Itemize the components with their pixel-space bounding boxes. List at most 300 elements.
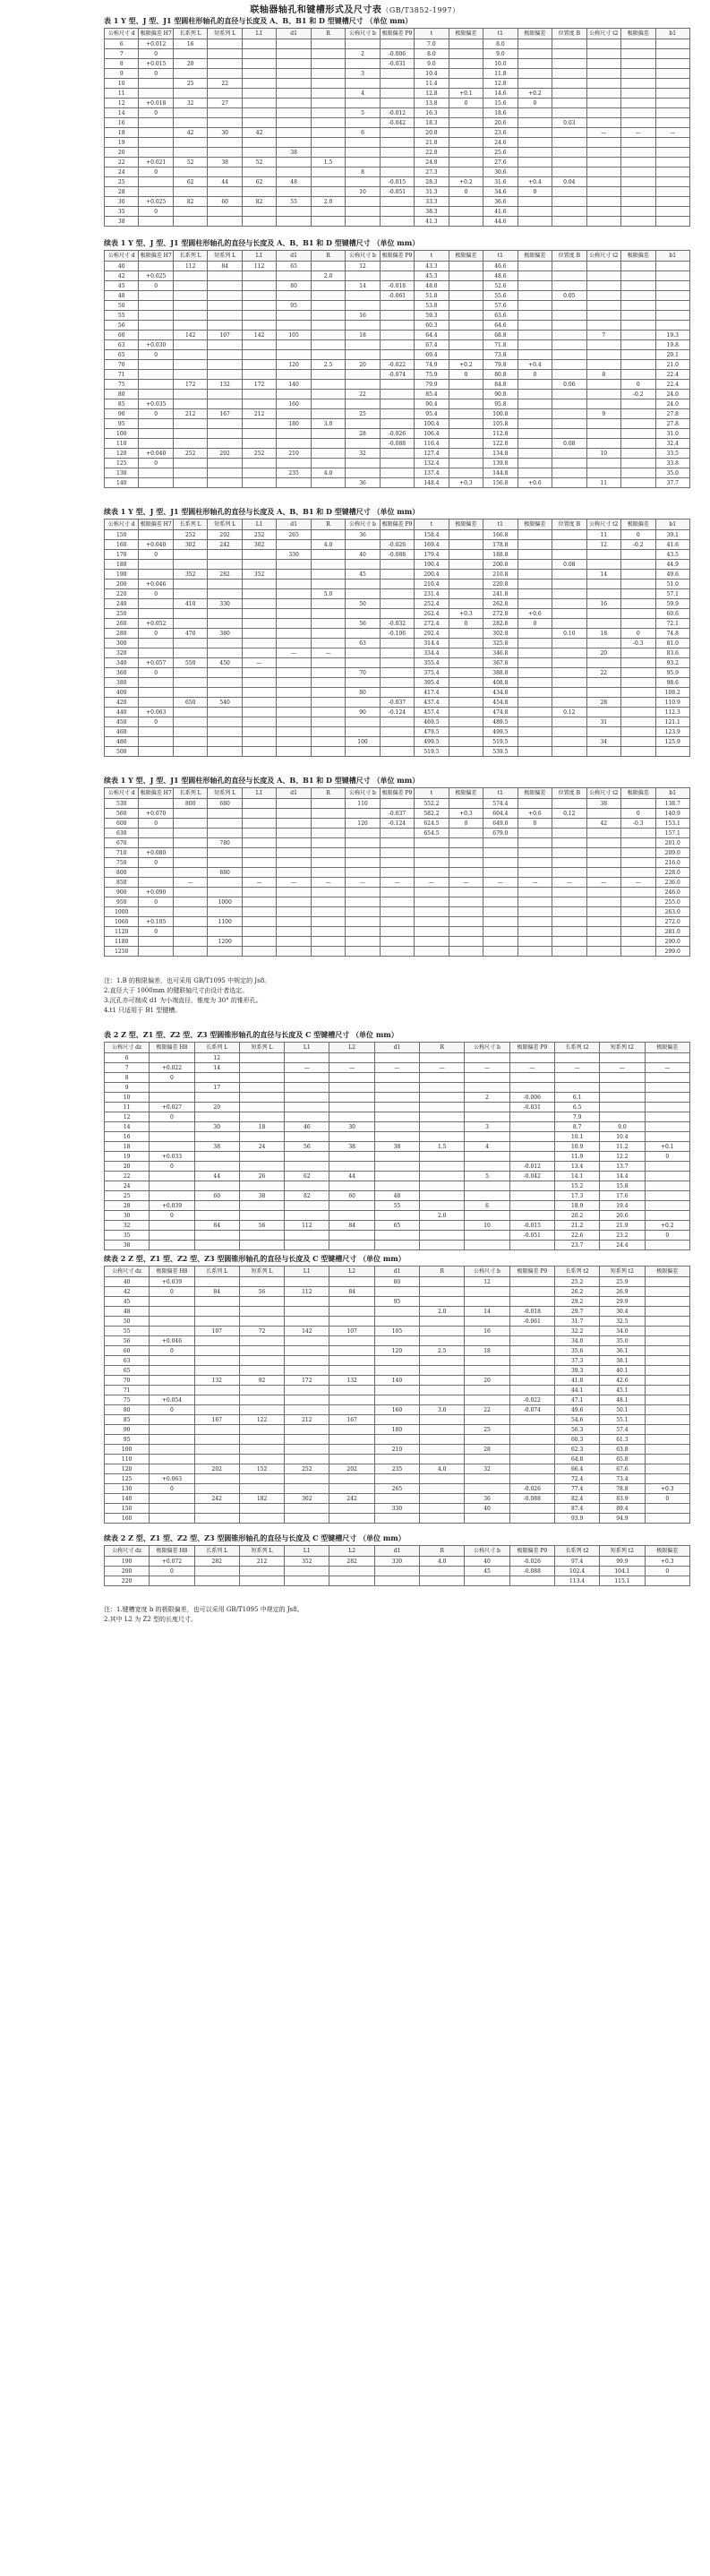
table-cell: [465, 1083, 509, 1093]
table-cell: [465, 1103, 509, 1112]
table-cell: 50: [346, 599, 380, 609]
table-cell: [139, 570, 173, 580]
table-cell: —: [621, 878, 655, 888]
table-cell: [139, 311, 173, 321]
table-cell: 107: [208, 331, 242, 340]
table-cell: 41.3: [415, 217, 449, 227]
table-cell: 93.2: [655, 658, 690, 668]
table-row: [105, 1415, 690, 1425]
table-cell: 16: [586, 599, 620, 609]
table-row: [105, 1317, 690, 1327]
table-cell: [285, 1241, 329, 1250]
table-cell: [139, 698, 173, 708]
table-cell: [552, 99, 586, 108]
table-cell: [420, 1395, 465, 1405]
table-cell: [552, 550, 586, 560]
table-cell: 33.3: [415, 197, 449, 207]
table-cell: 265: [374, 1484, 419, 1494]
table-row: [105, 937, 690, 947]
table-cell: 14.1: [554, 1172, 599, 1181]
table-row: [105, 1277, 690, 1287]
table-cell: [509, 1287, 554, 1297]
table-cell: [346, 39, 380, 49]
table-cell: [346, 609, 380, 619]
table-cell: -0.026: [380, 429, 414, 439]
table-row: [105, 69, 690, 79]
table-cell: [173, 291, 207, 301]
table-cell: 15.2: [554, 1181, 599, 1191]
table-cell: [552, 271, 586, 281]
table-cell: [509, 1455, 554, 1464]
table-cell: [285, 1474, 329, 1484]
table-cell: 69.4: [415, 350, 449, 360]
table-cell: [518, 530, 552, 540]
table-cell: 0.04: [552, 177, 586, 187]
table-cell: [194, 1474, 239, 1484]
table-cell: 0.06: [552, 380, 586, 390]
table-cell: [346, 59, 380, 69]
table-cell: [139, 360, 173, 370]
table-cell: 302: [242, 540, 276, 550]
table-cell: [139, 331, 173, 340]
table-cell: [311, 390, 345, 399]
table-cell: [449, 727, 483, 737]
table-cell: [449, 717, 483, 727]
table-cell: [311, 49, 345, 59]
table-cell: [346, 829, 380, 838]
table-cell: [311, 429, 345, 439]
table-cell: -0.3: [621, 819, 655, 829]
table-cell: [346, 380, 380, 390]
table-cell: [420, 1152, 465, 1162]
table-cell: [645, 1366, 689, 1376]
table-cell: [242, 897, 276, 907]
table-cell: [518, 262, 552, 271]
table-cell: 36: [346, 478, 380, 488]
table-cell: 70: [346, 668, 380, 678]
table-cell: [420, 1277, 465, 1287]
table-cell: 95: [105, 419, 139, 429]
table-cell: 144.8: [483, 468, 518, 478]
table-cell: [194, 1484, 239, 1494]
table-cell: [621, 658, 655, 668]
table-cell: 604.4: [483, 809, 518, 819]
table-cell: 179.4: [415, 550, 449, 560]
table-cell: [194, 1112, 239, 1122]
table-cell: [621, 747, 655, 757]
table-cell: [173, 829, 207, 838]
table-cell: 479.5: [415, 727, 449, 737]
table-cell: +0.054: [150, 1395, 194, 1405]
table-cell: [277, 629, 311, 639]
table-cell: 11: [586, 530, 620, 540]
table-cell: [242, 439, 276, 449]
table-cell: 7.0: [415, 39, 449, 49]
table-cell: [311, 108, 345, 118]
table-cell: 100.8: [483, 409, 518, 419]
table-cell: 105.8: [483, 419, 518, 429]
table-cell: [173, 737, 207, 747]
table-cell: 148.4: [415, 478, 449, 488]
table-cell: 100: [105, 429, 139, 439]
table-cell: [346, 540, 380, 550]
table-cell: 20.8: [415, 128, 449, 138]
table-cell: [449, 747, 483, 757]
table-cell: [465, 1162, 509, 1172]
table-cell: [552, 868, 586, 878]
table-cell: 950: [105, 897, 139, 907]
table-cell: 560: [105, 809, 139, 819]
table-cell: 40: [105, 262, 139, 271]
table-cell: [150, 1297, 194, 1307]
table-cell: [277, 619, 311, 629]
table-cell: 44: [208, 177, 242, 187]
table-cell: [242, 370, 276, 380]
table-cell: 0: [139, 69, 173, 79]
table-cell: [346, 580, 380, 589]
table-cell: [208, 281, 242, 291]
table-cell: [518, 570, 552, 580]
table-cell: [420, 1356, 465, 1366]
table-cell: [374, 1455, 419, 1464]
table-cell: 36: [465, 1494, 509, 1504]
table-cell: 330: [374, 1504, 419, 1514]
table-cell: 0: [449, 187, 483, 197]
table-cell: 11: [586, 478, 620, 488]
table-cell: 334.4: [415, 648, 449, 658]
table-cell: 480: [105, 737, 139, 747]
table-cell: [621, 619, 655, 629]
table-cell: [173, 708, 207, 717]
table-cell: [449, 888, 483, 897]
table-cell: [586, 217, 620, 227]
table-row: [105, 331, 690, 340]
table-cell: [518, 49, 552, 59]
table-cell: [645, 1241, 689, 1250]
table-row: [105, 1172, 690, 1181]
table-cell: [518, 947, 552, 957]
table-cell: [173, 217, 207, 227]
table-cell: [277, 917, 311, 927]
table-cell: 85: [105, 1415, 150, 1425]
column-header: 极限偏差: [645, 1546, 689, 1557]
table-cell: [655, 108, 690, 118]
table-cell: [449, 550, 483, 560]
table-cell: +0.012: [139, 39, 173, 49]
table-cell: [449, 39, 483, 49]
table-cell: [621, 340, 655, 350]
table-cell: [518, 331, 552, 340]
table-cell: [655, 177, 690, 187]
table-cell: 240: [105, 599, 139, 609]
table-cell: 35.0: [655, 468, 690, 478]
table-cell: 38: [374, 1142, 419, 1152]
table-cell: [208, 167, 242, 177]
table-section-3: [104, 507, 690, 757]
table-cell: [242, 799, 276, 809]
table-cell: 0.08: [552, 439, 586, 449]
table-cell: 0: [139, 629, 173, 639]
table-cell: 21.2: [554, 1221, 599, 1231]
table-cell: [311, 99, 345, 108]
table-cell: [208, 550, 242, 560]
table-cell: [150, 1366, 194, 1376]
table-cell: [621, 888, 655, 897]
table-cell: [208, 927, 242, 937]
table-cell: 750: [105, 858, 139, 868]
table-cell: 35.0: [600, 1336, 645, 1346]
table-cell: [329, 1083, 374, 1093]
table-cell: [645, 1211, 689, 1221]
table-cell: [552, 668, 586, 678]
table-cell: [518, 658, 552, 668]
table-cell: [518, 59, 552, 69]
table-row: [105, 128, 690, 138]
table-cell: [208, 49, 242, 59]
column-header: b1: [655, 251, 690, 262]
table-cell: [380, 639, 414, 648]
table-cell: 48.8: [415, 281, 449, 291]
table-cell: 19.3: [655, 331, 690, 340]
table-row: [105, 927, 690, 937]
table-cell: +0.027: [150, 1103, 194, 1112]
table-cell: [449, 207, 483, 217]
table-cell: [483, 888, 518, 897]
table-cell: [239, 1405, 284, 1415]
table-cell: [645, 1504, 689, 1514]
table-cell: [655, 321, 690, 331]
column-header: 公称尺寸 dz: [105, 1546, 150, 1557]
table-cell: [621, 439, 655, 449]
table-cell: 29.7: [554, 1307, 599, 1317]
table-cell: [621, 370, 655, 380]
table-cell: [621, 399, 655, 409]
table-cell: [242, 69, 276, 79]
table-cell: 125.9: [655, 737, 690, 747]
table-cell: [139, 799, 173, 809]
table-cell: [380, 530, 414, 540]
table-cell: 8: [586, 370, 620, 380]
table-row: [105, 717, 690, 727]
table-cell: [586, 399, 620, 409]
table-cell: [420, 1231, 465, 1241]
table-cell: [552, 340, 586, 350]
table-cell: 40: [465, 1504, 509, 1514]
table-cell: 38: [194, 1142, 239, 1152]
column-header: 极限偏差 H7: [139, 519, 173, 530]
table-cell: 7: [586, 331, 620, 340]
table-cell: 38: [208, 158, 242, 167]
table-cell: [380, 262, 414, 271]
table-cell: [346, 858, 380, 868]
table-cell: [449, 380, 483, 390]
table-row: [105, 167, 690, 177]
table-row: [105, 589, 690, 599]
table-cell: [329, 1201, 374, 1211]
table-cell: [285, 1211, 329, 1221]
table-cell: [239, 1504, 284, 1514]
table-cell: [346, 678, 380, 688]
table-cell: [380, 927, 414, 937]
table-cell: [194, 1346, 239, 1356]
table-cell: [285, 1103, 329, 1112]
table-cell: [621, 350, 655, 360]
table-cell: [586, 360, 620, 370]
table-cell: [173, 927, 207, 937]
table-cell: 7: [105, 1063, 150, 1073]
table-cell: [173, 468, 207, 478]
column-header: d1: [374, 1546, 419, 1557]
table-cell: [139, 138, 173, 148]
table-cell: [449, 439, 483, 449]
table-cell: [586, 838, 620, 848]
table-cell: 314.4: [415, 639, 449, 648]
table-cell: 50: [105, 301, 139, 311]
table-cell: [173, 848, 207, 858]
table-header-row: [105, 788, 690, 799]
table-cell: [509, 1211, 554, 1221]
table-cell: [285, 1435, 329, 1445]
table-cell: [552, 158, 586, 167]
table-cell: [242, 668, 276, 678]
table-row: [105, 79, 690, 89]
table-cell: [380, 419, 414, 429]
table-cell: [380, 321, 414, 331]
table-cell: [483, 907, 518, 917]
table-cell: [329, 1435, 374, 1445]
table-cell: [552, 459, 586, 468]
table-section-6: [104, 1254, 690, 1524]
table-cell: [586, 89, 620, 99]
table-cell: [621, 291, 655, 301]
table-cell: [518, 158, 552, 167]
table-cell: [346, 629, 380, 639]
table-cell: [208, 580, 242, 589]
table-cell: [311, 138, 345, 148]
table-cell: 280: [105, 629, 139, 639]
table-cell: 0.12: [552, 809, 586, 819]
table-cell: [449, 217, 483, 227]
table-cell: 134.8: [483, 449, 518, 459]
table-cell: 20: [586, 648, 620, 658]
table-cell: 30.6: [483, 167, 518, 177]
table-cell: [346, 350, 380, 360]
column-header: 公称尺寸 b: [346, 519, 380, 530]
column-header: R: [311, 788, 345, 799]
table-cell: [509, 1474, 554, 1484]
table-row: [105, 1484, 690, 1494]
table-cell: [518, 897, 552, 907]
table-cell: 0: [139, 668, 173, 678]
table-cell: [645, 1201, 689, 1211]
table-cell: 190: [105, 570, 139, 580]
table-cell: [139, 907, 173, 917]
table-cell: [173, 89, 207, 99]
column-header: 短系列 L: [208, 29, 242, 39]
table-cell: [242, 580, 276, 589]
column-header: 公称尺寸 dz: [105, 1267, 150, 1277]
table-cell: 160: [277, 399, 311, 409]
table-cell: [311, 927, 345, 937]
table-cell: [239, 1336, 284, 1346]
table-cell: 355.4: [415, 658, 449, 668]
table-cell: 22.6: [554, 1231, 599, 1241]
column-header: 极限偏差: [449, 788, 483, 799]
table-cell: [645, 1317, 689, 1327]
table-cell: [194, 1317, 239, 1327]
table-cell: 121.1: [655, 717, 690, 727]
table-cell: [285, 1297, 329, 1307]
column-header: 极限偏差: [645, 1267, 689, 1277]
table-cell: 12: [586, 540, 620, 550]
table-cell: [139, 678, 173, 688]
table-cell: [518, 888, 552, 897]
table-cell: [242, 478, 276, 488]
table-cell: [552, 609, 586, 619]
table-cell: 20.6: [600, 1211, 645, 1221]
table-cell: 0: [150, 1346, 194, 1356]
table-cell: 2.5: [311, 360, 345, 370]
table-cell: [329, 1455, 374, 1464]
table-cell: +0.6: [518, 609, 552, 619]
table-cell: [518, 217, 552, 227]
table-cell: [173, 340, 207, 350]
table-cell: 212: [285, 1415, 329, 1425]
column-header: 位置度 B: [552, 29, 586, 39]
table-row: [105, 1576, 690, 1586]
table-cell: [173, 609, 207, 619]
table-cell: [380, 301, 414, 311]
column-header: 长系列 L: [173, 251, 207, 262]
table-cell: [374, 1567, 419, 1576]
table-cell: [600, 1093, 645, 1103]
table-cell: [509, 1241, 554, 1250]
table-cell: [285, 1386, 329, 1395]
table-cell: [208, 350, 242, 360]
table-cell: [518, 409, 552, 419]
table-cell: 32: [173, 99, 207, 108]
table-cell: 190: [105, 1557, 150, 1567]
table-cell: [374, 1231, 419, 1241]
table-cell: [380, 69, 414, 79]
table-cell: +0.6: [518, 478, 552, 488]
table-cell: [173, 321, 207, 331]
table-cell: [420, 1514, 465, 1524]
table-cell: [173, 271, 207, 281]
table-cell: [173, 888, 207, 897]
table-cell: [285, 1346, 329, 1356]
column-header: 短系列 L: [208, 519, 242, 530]
table-cell: [415, 907, 449, 917]
table-cell: 1180: [105, 937, 139, 947]
table-cell: +0.052: [139, 619, 173, 629]
table-row: [105, 1514, 690, 1524]
table-cell: 0: [518, 99, 552, 108]
table-cell: [621, 360, 655, 370]
table-cell: [239, 1514, 284, 1524]
table-cell: 25: [465, 1425, 509, 1435]
table-cell: [420, 1093, 465, 1103]
table-cell: 5: [465, 1172, 509, 1181]
column-header: 短系列 t2: [600, 1043, 645, 1053]
table-row: [105, 99, 690, 108]
table-cell: 272.8: [483, 609, 518, 619]
column-header: 极限偏差: [621, 251, 655, 262]
column-header: 极限偏差: [518, 29, 552, 39]
table-cell: [465, 1241, 509, 1250]
table-cell: [374, 1053, 419, 1063]
table-cell: 56: [105, 1336, 150, 1346]
